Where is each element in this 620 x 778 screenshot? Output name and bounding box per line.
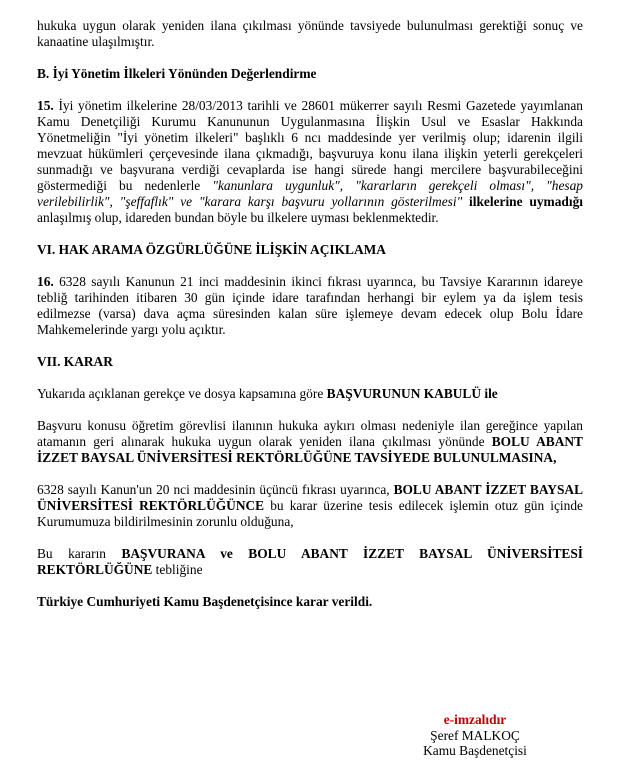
paragraph-15-italic: "kanunlara uygunluk", "kararların gerekçeli olması", "hesap verilebilirlik", "şeffaflık" ve "karara karşı başvuru yollarının gösterilmesi" xyxy=(37,178,584,209)
section-vi-heading: VI. HAK ARAMA ÖZGÜRLÜĞÜNE İLİŞKİN AÇIKLAMA xyxy=(37,242,386,257)
karar-4-bold: BAŞVURANA ve BOLU ABANT İZZET BAYSAL ÜNİVERSİTESİ REKTÖRLÜĞÜNE xyxy=(37,546,583,577)
karar-paragraph-5 xyxy=(37,594,583,610)
signer-title: Kamu Başdenetçisi xyxy=(423,743,527,758)
document-body xyxy=(37,18,583,610)
intro-paragraph xyxy=(37,18,583,50)
paragraph-15-text-1: İyi yönetim ilkelerine 28/03/2013 tarihli ve 28601 mükerrer sayılı Resmi Gazetede yayımlanan Kamu Denetçiliği Kurumu Kanununun Uygulanmasına İlişkin Usul ve Esaslar Hakkında Yönetmeliğin "İyi yönetim ilkeleri" başlıklı 6 ncı maddesinde yer verilmiş olup; idarenin ilgili mevzuat hükümleri çerçevesinde ilana çıkmadığı, başvuruya konu ilana ilişkin yeterli gerekçeleri sunmadığı ve başvurana verdiği cevaplarda ise hangi sürede hangi mercilere başvurabileceğini göstermediği bu nedenlerle xyxy=(37,98,583,193)
paragraph-16-number: 16. xyxy=(37,274,54,289)
intro-text: hukuka uygun olarak yeniden ilana çıkılması yönünde tavsiyede bulunulması gerektiği sonuç ve kanaatine ulaşılmıştır. xyxy=(37,18,583,49)
karar-3-text-2: bu karar üzerine tesis edilecek işlemin otuz gün içinde Kurumumuza bildirilmesinin zorunlu olduğuna, xyxy=(37,498,583,529)
karar-paragraph-3 xyxy=(37,482,583,530)
karar-paragraph-2 xyxy=(37,418,583,466)
karar-3-text-1: 6328 sayılı Kanun'un 20 nci maddesinin üçüncü fıkrası uyarınca, xyxy=(37,482,394,497)
paragraph-16-text: 6328 sayılı Kanunun 21 inci maddesinin ikinci fıkrası uyarınca, bu Tavsiye Kararının idareye tebliğ tarihinden itibaren 30 gün içinde idare tarafından herhangi bir eylem ya da işlem tesis edilmezse (varsa) dava açma süresinden kalan süre işlemeye devam edecek olup Bolu İdare Mahkemelerinde yargı yolu açıktır. xyxy=(37,274,583,337)
signer-name: Şeref MALKOÇ xyxy=(430,727,520,743)
karar-1-bold: BAŞVURUNUN KABULÜ ile xyxy=(326,386,498,401)
paragraph-15 xyxy=(37,98,583,226)
signature-block xyxy=(400,712,550,759)
paragraph-16 xyxy=(37,274,583,338)
karar-1-text: Yukarıda açıklanan gerekçe ve dosya kapsamına göre xyxy=(37,386,327,401)
section-b-heading: B. İyi Yönetim İlkeleri Yönünden Değerlendirme xyxy=(37,66,317,81)
karar-4-text-1: Bu kararın xyxy=(37,546,122,561)
karar-4-text-2: tebliğine xyxy=(152,562,203,577)
karar-3-bold: BOLU ABANT İZZET BAYSAL ÜNİVERSİTESİ REKTÖRLÜĞÜNCE xyxy=(37,482,584,513)
karar-5-bold: Türkiye Cumhuriyeti Kamu Başdenetçisince karar verildi. xyxy=(37,594,373,609)
e-signature-label: e-imzalıdır xyxy=(443,712,507,727)
karar-2-text: Başvuru konusu öğretim görevlisi ilanının hukuka aykırı olması nedeniyle ilan gereğince yapılan atamanın geri alınarak hukuka uygun olarak yeniden ilana çıkılması yönünde xyxy=(37,418,583,449)
paragraph-15-text-2: anlaşılmış olup, idareden bundan böyle bu ilkelere uyması beklenmektedir. xyxy=(37,210,439,225)
paragraph-15-number: 15. xyxy=(37,98,54,113)
paragraph-15-bold: ilkelerine uymadığı xyxy=(462,194,583,209)
karar-paragraph-1 xyxy=(37,386,583,402)
section-vii-heading: VII. KARAR xyxy=(37,354,113,369)
karar-paragraph-4 xyxy=(37,546,583,578)
karar-2-bold: BOLU ABANT İZZET BAYSAL ÜNİVERSİTESİ REKTÖRLÜĞÜNE TAVSİYEDE BULUNULMASINA, xyxy=(37,434,583,465)
